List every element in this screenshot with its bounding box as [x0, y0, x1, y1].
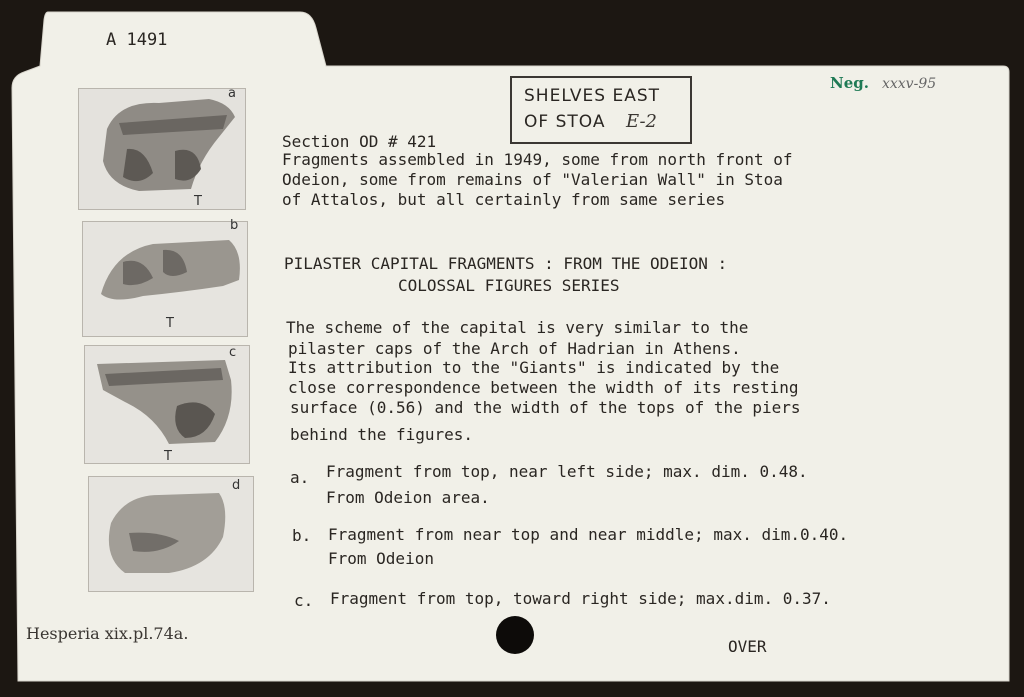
hesperia-reference: Hesperia xix.pl.74a.: [26, 624, 189, 643]
fragment-c-line-1: Fragment from top, toward right side; max.dim. 0.37.: [330, 589, 831, 608]
photo-letter-a: a: [228, 86, 236, 101]
provenance-line-3: of Attalos, but all certainly from same series: [282, 190, 726, 209]
stamp-line-2: OF STOA: [524, 112, 606, 132]
stamp-shelf-handwritten: E-2: [626, 111, 658, 132]
fragment-d-image: [89, 477, 253, 591]
fragment-b-line-2: From Odeion: [328, 549, 434, 568]
description-line-5: surface (0.56) and the width of the tops of the piers: [290, 398, 801, 417]
photo-letter-b: b: [230, 218, 239, 233]
photo-fragment-b: [82, 221, 248, 337]
shelves-stamp: [510, 76, 692, 144]
description-line-2: pilaster caps of the Arch of Hadrian in Athens.: [288, 339, 741, 358]
description-line-1: The scheme of the capital is very similar to the: [286, 318, 749, 337]
provenance-line-1: Fragments assembled in 1949, some from north front of: [282, 150, 793, 169]
photo-scale-b: T: [166, 316, 174, 331]
over-label: OVER: [728, 637, 767, 656]
neg-number: xxxv-95: [882, 76, 937, 92]
photo-fragment-c: [84, 345, 250, 464]
neg-label: Neg.: [830, 74, 869, 92]
fragment-b-image: [83, 222, 247, 336]
description-line-6: behind the figures.: [290, 425, 474, 444]
punch-hole: [496, 616, 534, 654]
fragment-b-marker: b.: [292, 526, 312, 545]
photo-letter-d: d: [232, 478, 241, 493]
photo-fragment-d: [88, 476, 254, 592]
provenance-line-2: Odeion, some from remains of "Valerian Wall" in Stoa: [282, 170, 783, 189]
photo-fragment-a: [78, 88, 246, 210]
title-line-2: COLOSSAL FIGURES SERIES: [398, 276, 620, 295]
catalog-number: A 1491: [106, 30, 168, 50]
photo-scale-a: T: [194, 194, 202, 209]
description-line-3: Its attribution to the "Giants" is indicated by the: [288, 358, 780, 377]
fragment-a-line-1: Fragment from top, near left side; max. dim. 0.48.: [326, 462, 808, 481]
fragment-b-line-1: Fragment from near top and near middle; max. dim.0.40.: [328, 525, 849, 544]
title-line-1: PILASTER CAPITAL FRAGMENTS : FROM THE ODEION :: [284, 254, 728, 273]
description-line-4: close correspondence between the width of its resting: [288, 378, 799, 397]
fragment-a-image: [79, 89, 245, 209]
fragment-c-marker: c.: [294, 591, 314, 610]
fragment-a-line-2: From Odeion area.: [326, 488, 490, 507]
fragment-c-image: [85, 346, 249, 463]
photo-letter-c: c: [229, 345, 237, 360]
fragment-a-marker: a.: [290, 468, 310, 487]
stamp-line-1: SHELVES EAST: [524, 86, 661, 106]
section-number: Section OD # 421: [282, 132, 437, 151]
photo-scale-c: T: [164, 449, 172, 464]
